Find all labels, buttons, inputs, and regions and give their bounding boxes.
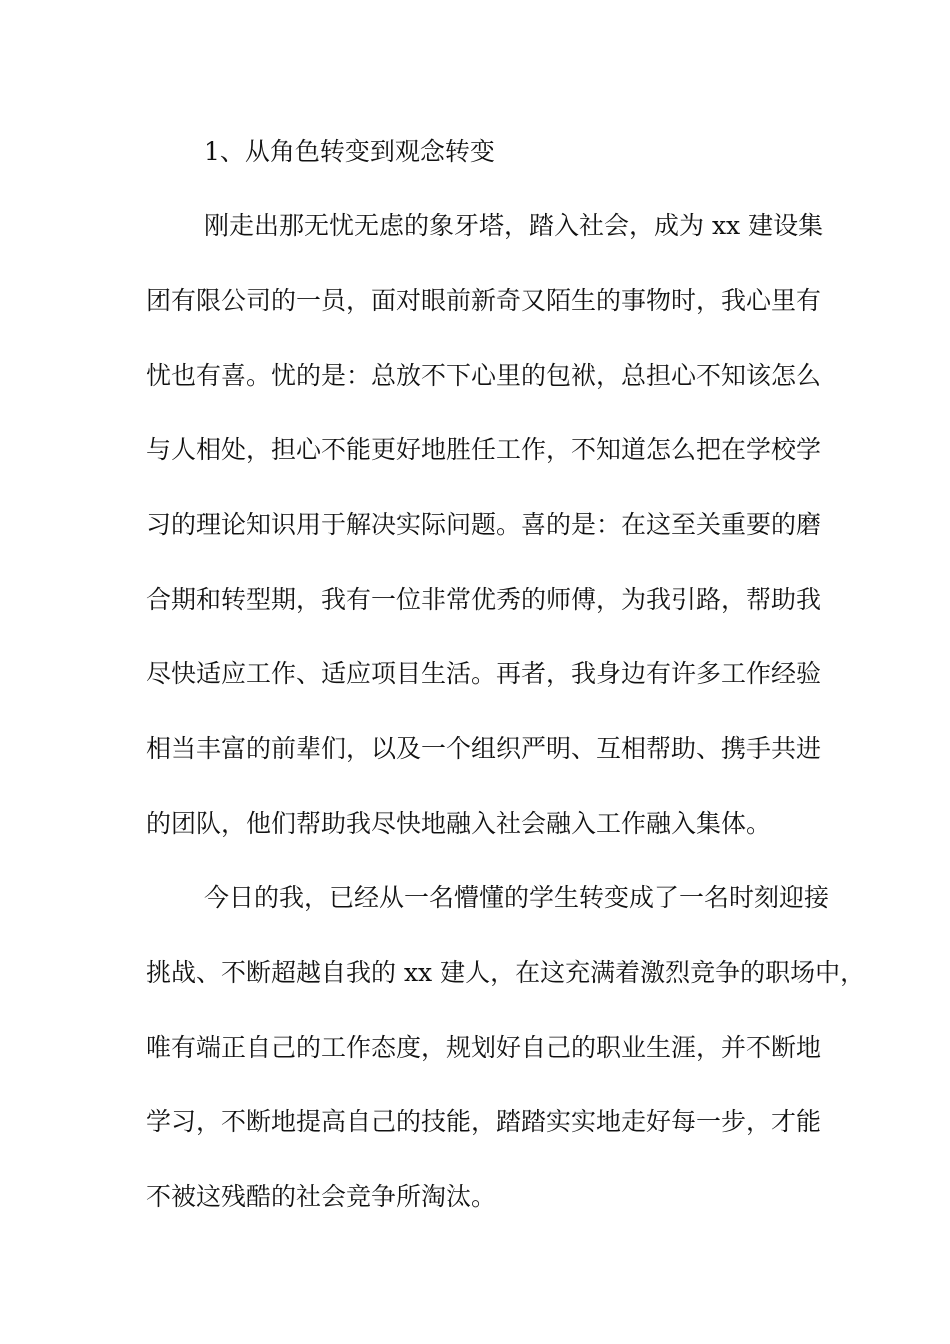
paragraph-line: 尽快适应工作、适应项目生活。再者，我身边有许多工作经验 bbox=[146, 659, 822, 688]
paragraph-line: 与人相处，担心不能更好地胜任工作，不知道怎么把在学校学 bbox=[146, 435, 822, 464]
paragraph-line: 今日的我，已经从一名懵懂的学生转变成了一名时刻迎接 bbox=[204, 883, 830, 912]
paragraph-line: 学习，不断地提高自己的技能，踏踏实实地走好每一步，才能 bbox=[146, 1107, 822, 1136]
paragraph-line: 挑战、不断超越自我的 xx 建人，在这充满着激烈竞争的职场中， bbox=[146, 958, 866, 987]
paragraph-line: 团有限公司的一员，面对眼前新奇又陌生的事物时，我心里有 bbox=[146, 286, 822, 315]
paragraph-line: 不被这残酷的社会竞争所淘汰。 bbox=[146, 1182, 497, 1211]
section-heading: 1、从角色转变到观念转变 bbox=[204, 137, 495, 166]
paragraph-line: 刚走出那无忧无虑的象牙塔，踏入社会，成为 xx 建设集 bbox=[204, 211, 824, 240]
paragraph-line: 习的理论知识用于解决实际问题。喜的是：在这至关重要的磨 bbox=[146, 510, 822, 539]
paragraph-line: 唯有端正自己的工作态度，规划好自己的职业生涯，并不断地 bbox=[146, 1033, 822, 1062]
paragraph-line: 忧也有喜。忧的是：总放不下心里的包袱，总担心不知该怎么 bbox=[146, 361, 822, 390]
paragraph-line: 相当丰富的前辈们，以及一个组织严明、互相帮助、携手共进 bbox=[146, 734, 822, 763]
paragraph-line: 合期和转型期，我有一位非常优秀的师傅，为我引路，帮助我 bbox=[146, 585, 822, 614]
paragraph-line: 的团队，他们帮助我尽快地融入社会融入工作融入集体。 bbox=[146, 809, 772, 838]
